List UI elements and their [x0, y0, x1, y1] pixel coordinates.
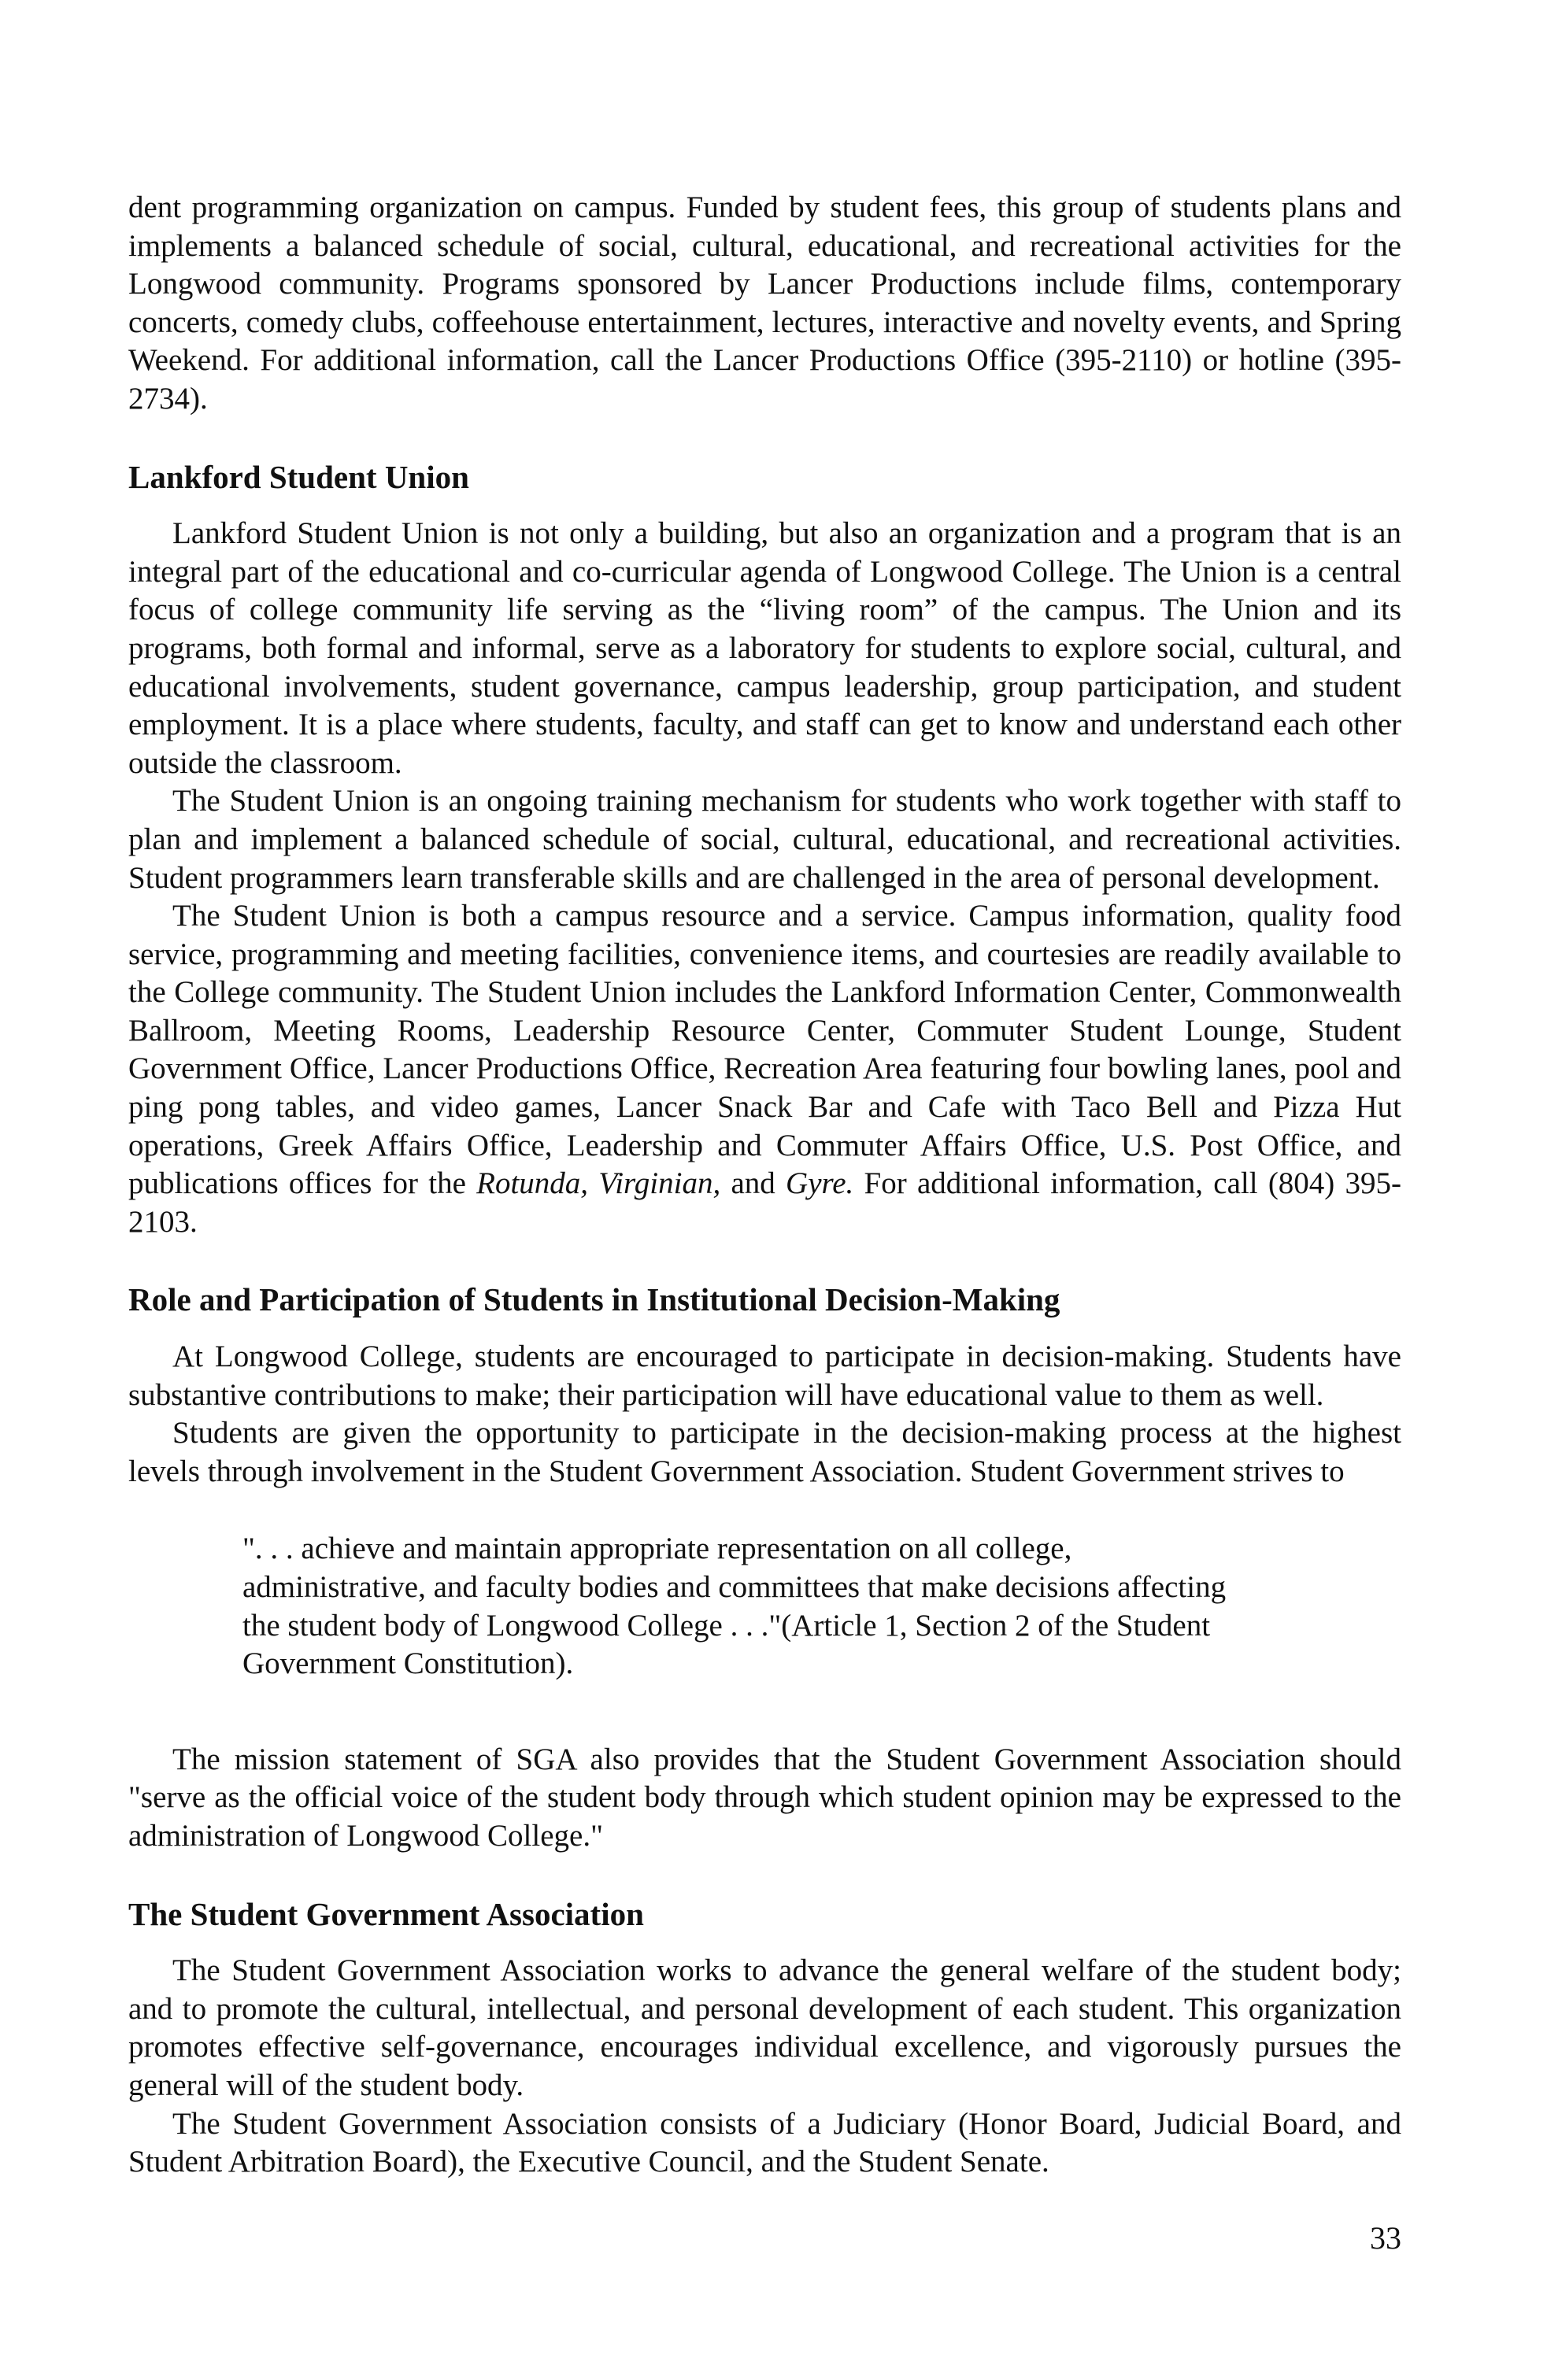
lankford-paragraph-3-end: For additional information, call (804) 395-2103. — [128, 1166, 1402, 1239]
role-paragraph-3: The mission statement of SGA also provides that the Student Government Association should "serve as the official voice of the student body through which student opinion may be expressed to the administration of Longwood College." — [128, 1742, 1401, 1853]
constitution-quote: ". . . achieve and maintain appropriate representation on all college, administrative, and faculty bodies and committees that make decisions affecting the student body of Longwood College . . ."(Article 1, Section 2 of the Student Government Constitution). — [242, 1532, 1227, 1681]
lankford-paragraph-2: The Student Union is an ongoing training mechanism for students who work together with staff to plan and implement a balanced schedule of social, cultural, educational, and recreational activities. Student programmers learn transferable skills and are challenged in the area of personal development. — [128, 784, 1401, 895]
lankford-paragraph-3-start: The Student Union is both a campus resource and a service. Campus information, quality food service, programming and meeting facilities, convenience items, and courtesies are readily available to the College community. The Student Union includes the Lankford Information Center, Commonwealth Ballroom, Meeting Rooms, Leadership Resource Center, Commuter Student Lounge, Student Government Office, Lancer Productions Office, Recreation Area featuring four bowling lanes, pool and ping pong tables, and video games, Lancer Snack Bar and Cafe with Taco Bell and Pizza Hut operations, Greek Affairs Office, Leadership and Commuter Affairs Office, U.S. Post Office, and publications offices for the — [128, 899, 1401, 1201]
role-paragraph-1: At Longwood College, students are encouraged to participate in decision-making. Students have substantive contributions to make; their participation will have educational value to them as well. — [128, 1340, 1401, 1412]
lankford-paragraph-1: Lankford Student Union is not only a building, but also an organization and a program that is an integral part of the educational and co-curricular agenda of Longwood College. The Union is a central focus of college community life serving as the “living room” of the campus. The Union and its programs, both formal and informal, serve as a laboratory for students to explore social, cultural, and educational involvements, student governance, campus leadership, group participation, and student employment. It is a place where students, faculty, and staff can get to know and understand each other outside the classroom. — [128, 516, 1401, 780]
page-body — [128, 189, 1401, 2182]
page-number: 33 — [1370, 2220, 1401, 2256]
publication-virginian: Virginian, — [598, 1166, 721, 1201]
publication-gyre: Gyre. — [786, 1166, 854, 1201]
role-paragraph-2: Students are given the opportunity to participate in the decision-making process at the highest levels through involvement in the Student Government Association. Student Government strives to — [128, 1416, 1401, 1488]
role-heading: Role and Participation of Students in Institutional Decision-Making — [128, 1281, 1060, 1318]
sga-paragraph-2: The Student Government Association consists of a Judiciary (Honor Board, Judicial Board, and Student Arbitration Board), the Executive Council, and the Student Senate. — [128, 2106, 1401, 2179]
sga-heading: The Student Government Association — [128, 1895, 644, 1932]
intro-paragraph: dent programming organization on campus. Funded by student fees, this group of students plans and implements a balanced schedule of social, cultural, educational, and recreational activities for the Longwood community. Programs sponsored by Lancer Productions include films, contemporary concerts, comedy clubs, coffeehouse entertainment, lectures, interactive and novelty events, and Spring Weekend. For additional information, call the Lancer Productions Office (395-2110) or hotline (395-2734). — [128, 190, 1401, 416]
lankford-paragraph-3-and: and — [731, 1166, 775, 1201]
publication-rotunda: Rotunda, — [476, 1166, 589, 1201]
lankford-heading: Lankford Student Union — [128, 458, 469, 495]
lankford-paragraph-3 — [128, 897, 1401, 1241]
sga-paragraph-1: The Student Government Association works to advance the general welfare of the student body; and to promote the cultural, intellectual, and personal development of each student. This organization promotes effective self-governance, encourages individual excellence, and vigorously pursues the general will of the student body. — [128, 1953, 1401, 2102]
